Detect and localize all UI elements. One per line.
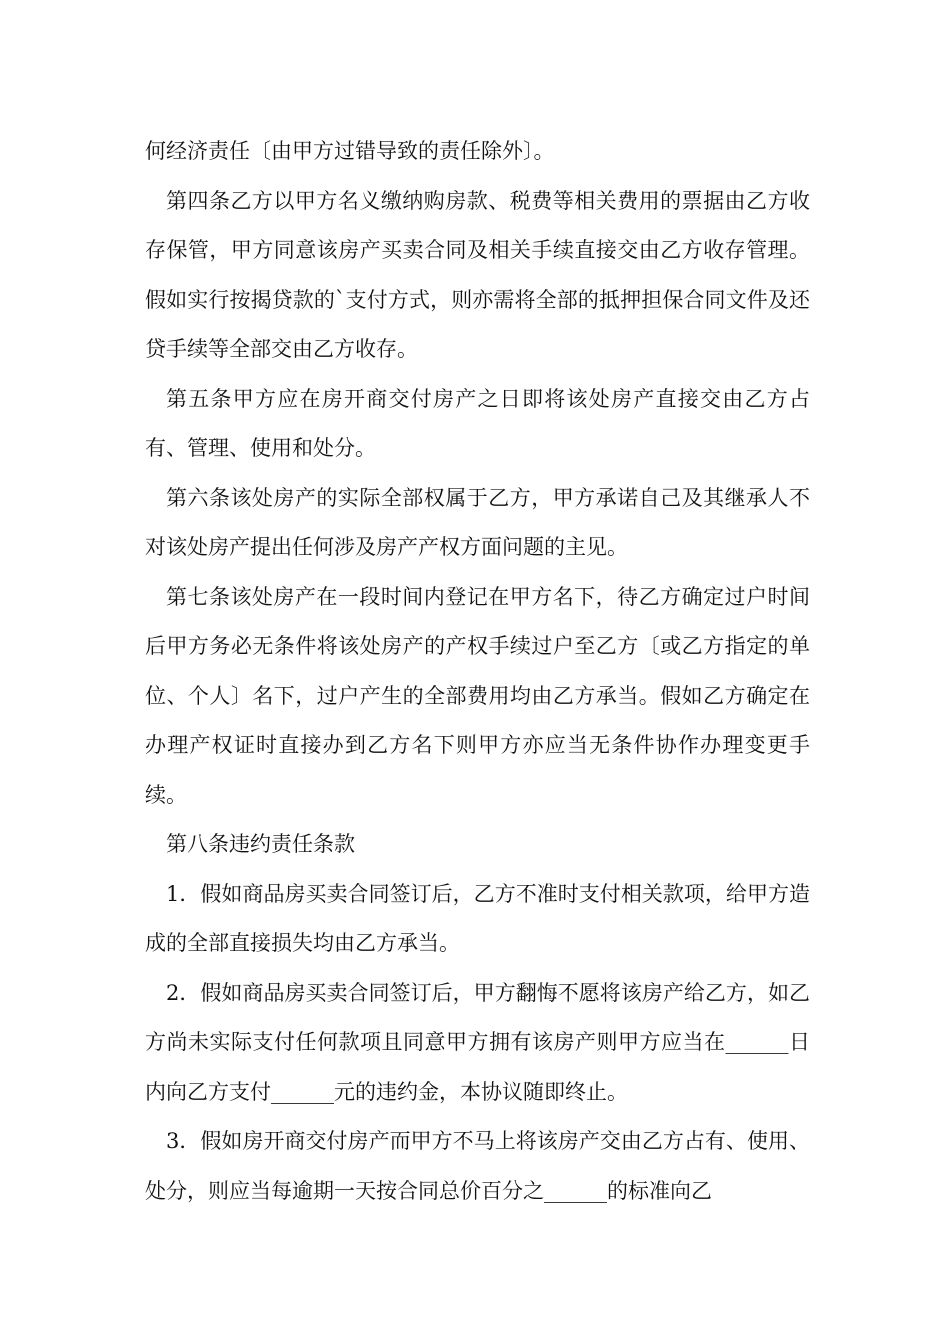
paragraph-clause-3: 3．假如房开商交付房产而甲方不马上将该房产交由乙方占有、使用、处分，则应当每逾期一天按合同总价百分之______的标准向乙 [145,1129,810,1203]
paragraph-clause-1: 1．假如商品房买卖合同签订后，乙方不准时支付相关款项，给甲方造成的全部直接损失均由乙方承当。 [145,881,810,955]
paragraph-article-8-heading: 第八条违约责任条款 [166,832,355,856]
document-body [145,127,810,1216]
paragraph-continuation: 何经济责任〔由甲方过错导致的责任除外〕。 [145,139,555,163]
paragraph-article-6: 第六条该处房产的实际全部权属于乙方，甲方承诺自己及其继承人不对该处房产提出任何涉及房产产权方面问题的主见。 [145,485,810,559]
paragraph-clause-2: 2．假如商品房买卖合同签订后，甲方翻悔不愿将该房产给乙方，如乙方尚未实际支付任何款项且同意甲方拥有该房产则甲方应当在______日内向乙方支付______元的违约金，本协议随即终止。 [145,980,810,1104]
paragraph-article-4: 第四条乙方以甲方名义缴纳购房款、税费等相关费用的票据由乙方收存保管，甲方同意该房产买卖合同及相关手续直接交由乙方收存管理。假如实行按揭贷款的`支付方式，则亦需将全部的抵押担保合同文件及还贷手续等全部交由乙方收存。 [145,188,810,361]
paragraph-article-7: 第七条该处房产在一段时间内登记在甲方名下，待乙方确定过户时间后甲方务必无条件将该处房产的产权手续过户至乙方〔或乙方指定的单位、个人〕名下，过户产生的全部费用均由乙方承当。假如乙方确定在办理产权证时直接办到乙方名下则甲方亦应当无条件协作办理变更手续。 [145,584,810,807]
paragraph-article-5: 第五条甲方应在房开商交付房产之日即将该处房产直接交由乙方占有、管理、使用和处分。 [145,386,810,460]
